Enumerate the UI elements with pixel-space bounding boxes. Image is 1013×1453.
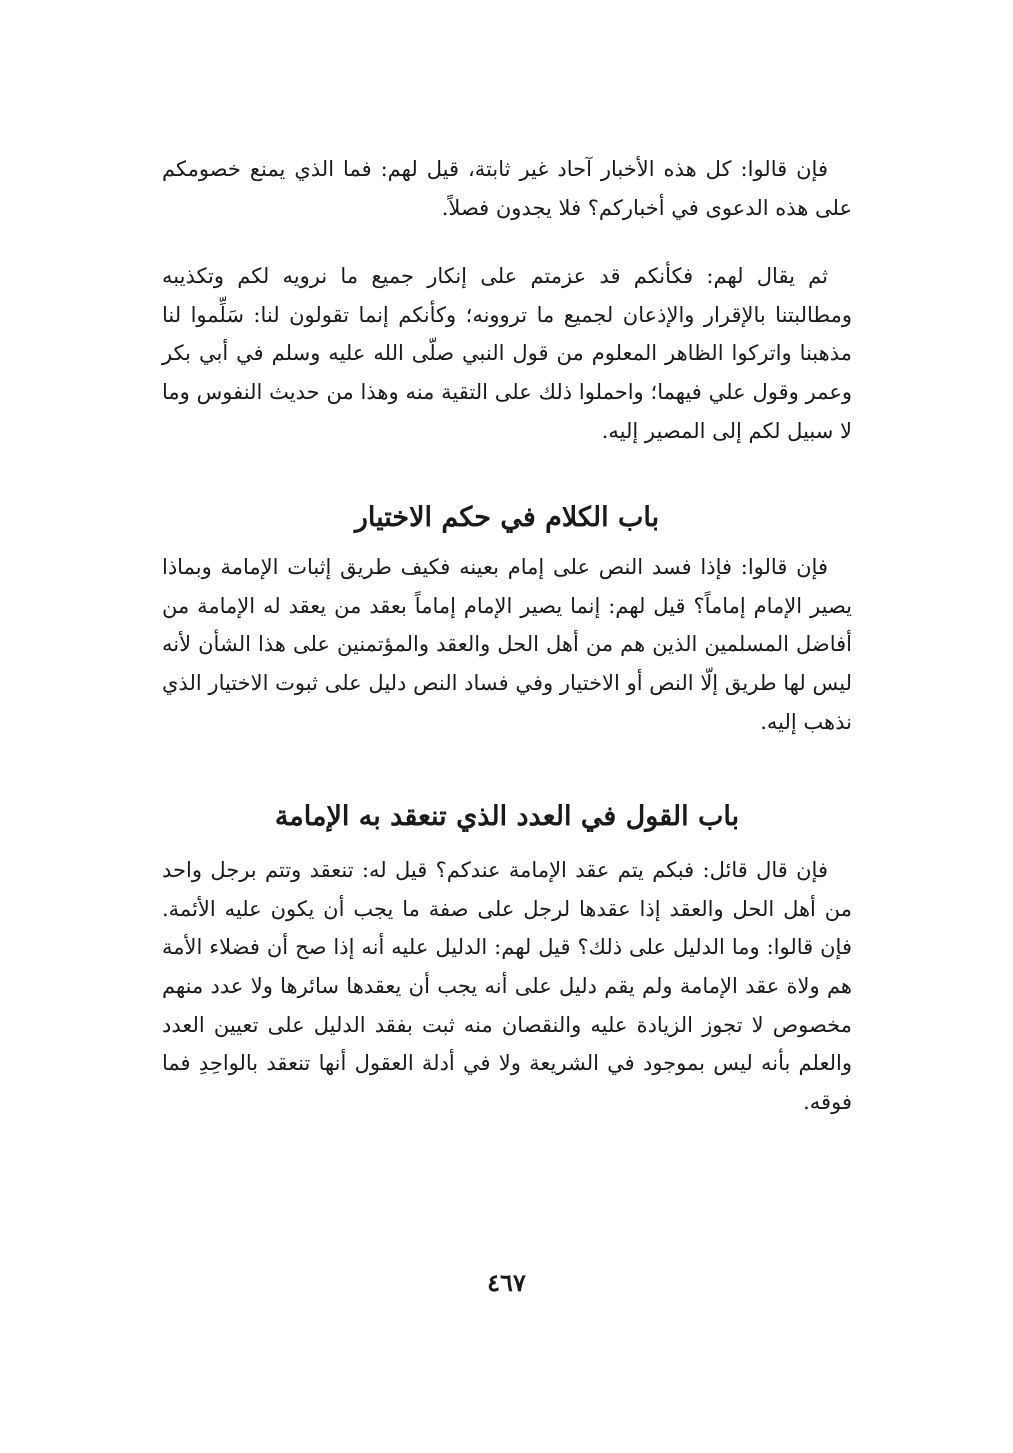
paragraph-adad: فإن قال قائل: فبكم يتم عقد الإمامة عندكم؟ قيل له: تنعقد وتتم برجل واحد من أهل الحل والعقد إذا عقدها لرجل على صفة ما يجب أن يكون عليه الأئمة. فإن قالوا: وما الدليل على ذلك؟ قيل لهم: الدليل عليه أنه إذا صح أن فضلاء الأمة هم ولاة عقد الإمامة ولم يقم دليل على أنه يجب أن يعقدها سائرها ولا عدد منهم مخصوص لا تجوز الزيادة عليه والنقصان منه ثبت بفقد الدليل على تعيين العدد والعلم بأنه ليس بموجود في الشريعة ولا في أدلة العقول أنها تنعقد بالواحِدِ فما فوقه. [162,858,852,1114]
section-heading-adad: باب القول في العدد الذي تنعقد به الإمامة [274,801,740,833]
page-body [162,150,852,1121]
page-number: ٤٦٧ [487,1268,526,1297]
section-heading-ikhtiyar: باب الكلام في حكم الاختيار [354,502,660,534]
paragraph-ikhtiyar: فإن قالوا: فإذا فسد النص على إمام بعينه فكيف طريق إثبات الإمامة وبماذا يصير الإمام إماماً؟ قيل لهم: إنما يصير الإمام إماماً بعقد من يعقد له الإمامة من أفاضل المسلمين الذين هم من أهل الحل والعقد والمؤتمنين على هذا الشأن لأنه ليس لها طريق إلّا النص أو الاختيار وفي فساد النص دليل على ثبوت الاختيار الذي نذهب إليه. [162,555,852,734]
paragraph-taqiyya: ثم يقال لهم: فكأنكم قد عزمتم على إنكار جميع ما نرويه لكم وتكذيبه ومطالبتنا بالإقرار والإذعان لجميع ما تروونه؛ وكأنكم إنما تقولون لنا: سَلِّموا لنا مذهبنا واتركوا الظاهر المعلوم من قول النبي صلّى الله عليه وسلم في أبي بكر وعمر وقول علي فيهما؛ واحملوا ذلك على التقية منه وهذا من حديث النفوس وما لا سبيل لكم إلى المصير إليه. [162,264,852,443]
paragraph-khabar-ahad: فإن قالوا: كل هذه الأخبار آحاد غير ثابتة، قيل لهم: فما الذي يمنع خصومكم على هذه الدعوى في أخباركم؟ فلا يجدون فصلاً. [162,157,852,220]
